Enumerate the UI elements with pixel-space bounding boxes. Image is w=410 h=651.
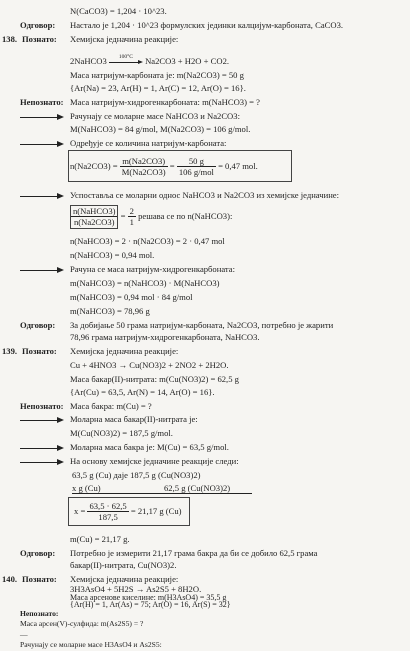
ratio-solve: решава се по n(NaHCO3): xyxy=(138,210,233,221)
step-text: Рачунају се моларне масе NaHCO3 и Na2CO3: xyxy=(70,111,240,121)
mass-given: Маса бакар(II)-нитрата: m(Cu(NO3)2) = 62,5 g xyxy=(70,374,239,384)
step-text: Моларна маса бакар(II)-нитрата је: xyxy=(70,414,198,424)
calc-line: n(NaHCO3) = 2 · n(Na2CO3) = 2 · 0,47 mol xyxy=(70,236,225,246)
n-line: N(CaCO3) = 1,204 · 10^23. xyxy=(70,6,167,16)
x-result: = 21,17 g (Cu) xyxy=(130,505,182,516)
formula-left: n(Na2CO3) = xyxy=(70,160,118,171)
known-intro: Хемијска једначина реакције: xyxy=(70,34,179,44)
answer-text: 78,96 грама натријум-хидрогенкарбоната, NaHCO3. xyxy=(70,332,260,342)
proportion-left: x g (Cu) xyxy=(72,483,101,493)
amount-formula: n(Na2CO3) = $\frac{m(Na2CO3)}{M(Na2CO3)}$ = $\frac{50 g}{\text{106 g/mol}}$ = 0,47 mol. xyxy=(70,156,258,178)
ratio-fraction: $\frac{\text{n(NaHCO3)}}{n(Na2CO3)}$ xyxy=(70,205,118,229)
reaction-equation: 3H3AsO4 + 5H2S → As2S5 + 8H2O. xyxy=(70,584,202,594)
known-intro: Хемијска једначина реакције: xyxy=(70,346,179,356)
step-values: M(Cu(NO3)2) = 187,5 g/mol. xyxy=(70,428,173,438)
reaction-equation xyxy=(70,56,229,67)
fraction: $\frac{63,5 \cdot 62,5}{187,5}$ xyxy=(89,501,127,523)
proportion-right: 62,5 g (Cu(NO3)2) xyxy=(164,483,231,493)
proportion-line: 63,5 g (Cu) даје 187,5 g (Cu(NO3)2) xyxy=(72,470,201,480)
proportion-line-2 xyxy=(72,483,252,494)
x-formula xyxy=(74,501,182,523)
atomic-masses: {Ar(H) = 1, Ar(As) = 75; Ar(O) = 16, Ar(S) = 32} xyxy=(70,600,231,609)
calc-line: n(NaHCO3) = 0,94 mol. xyxy=(70,250,155,260)
answer-label: Одговор: xyxy=(20,548,56,558)
result-line: m(Cu) = 21,17 g. xyxy=(70,534,130,544)
step-arrow-1 xyxy=(20,111,64,121)
fraction: $\frac{50 g}{\text{106 g/mol}}$ xyxy=(178,156,214,178)
step-text: Рачунају се моларне масе H3AsO4 и As2S5: xyxy=(20,640,162,650)
atomic-masses: {Ar(Na) = 23, Ar(H) = 1, Ar(C) = 12, Ar(O) = 16}. xyxy=(70,83,246,93)
answer-text: Потребно је измерити 21,17 грама бакра да би се добило 62,5 грама xyxy=(70,548,318,558)
known-label: Познато: xyxy=(22,574,57,584)
reaction-equation: Cu + 4HNO3 → Cu(NO3)2 + 2NO2 + 2H2O. xyxy=(70,360,229,370)
step-text: Успоставља се моларни однос NaHCO3 и Na2CO3 из хемијске једначине: xyxy=(70,190,339,200)
p140-bottom-row: Непознато: Маса арсен(V)-сулфида: m(As2S5) = ? — Рачунају се моларне масе H3AsO4 и As2S5: xyxy=(20,609,162,650)
step-arrow-2 xyxy=(20,442,64,452)
step-arrow-3 xyxy=(20,456,64,466)
unknown-label: Непознато: xyxy=(20,97,64,107)
step-arrow-1 xyxy=(20,414,64,424)
problem-number: 140. xyxy=(2,574,18,584)
reaction-condition: 100°C xyxy=(118,54,133,61)
mass-given: Маса арсенове киселине: m(H3AsO4) = 35,5 g xyxy=(70,593,227,602)
ratio-formula: $\frac{\text{n(NaHCO3)}}{n(Na2CO3)}$ = $\frac{2}{1}$ решава се по n(NaHCO3): xyxy=(70,205,232,229)
unknown-label: Непознато: xyxy=(20,609,59,618)
arrow-icon xyxy=(20,416,64,424)
answer-text: Настало је 1,204 · 10^23 формулских јединки калцијум-карбоната, CaCO3. xyxy=(70,20,344,30)
calc-line: m(NaHCO3) = 78,96 g xyxy=(70,306,150,316)
atomic-masses: {Ar(Cu) = 63,5, Ar(N) = 14, Ar(O) = 16}. xyxy=(70,387,215,397)
step-values: M(NaHCO3) = 84 g/mol, M(Na2CO3) = 106 g/mol. xyxy=(70,124,251,134)
answer-text: бакар(II)-нитрата, Cu(NO3)2. xyxy=(70,560,177,570)
known-label: Познато: xyxy=(22,346,57,356)
x-left: x = xyxy=(74,505,86,516)
arrow-icon xyxy=(20,113,64,121)
problem-number: 138. xyxy=(2,34,18,44)
arrow-icon xyxy=(20,444,64,452)
step-text: На основу хемијске једначине реакције следи: xyxy=(70,456,239,466)
arrow-icon xyxy=(20,266,64,274)
calc-line: m(NaHCO3) = n(NaHCO3) · M(NaHCO3) xyxy=(70,278,220,288)
arrow-icon xyxy=(20,140,64,148)
arrow-icon xyxy=(20,458,64,466)
fraction: $\frac{m(Na2CO3)}{M(Na2CO3)}$ xyxy=(121,156,166,178)
ratio-value: $\frac{2}{1}$ xyxy=(129,206,134,228)
unknown-text: Маса натријум-хидрогенкарбоната: m(NaHCO3) = ? xyxy=(70,97,260,107)
step-arrow-2 xyxy=(20,138,64,148)
known-label: Познато: xyxy=(22,34,57,44)
unknown-text: Маса бакра: m(Cu) = ? xyxy=(70,401,152,411)
step-text: Моларна маса бакра је: M(Cu) = 63,5 g/mol. xyxy=(70,442,229,452)
step-text: Одређује се количина натријум-карбоната: xyxy=(70,138,227,148)
reaction-left: 2NaHCO3 xyxy=(70,56,107,66)
step-arrow-3 xyxy=(20,190,64,200)
answer-text: За добијање 50 грама натријум-карбоната, Na2CO3, потребно је жарити xyxy=(70,320,334,330)
calc-line: m(NaHCO3) = 0,94 mol · 84 g/mol xyxy=(70,292,193,302)
unknown-text: Маса арсен(V)-сулфида: m(As2S5) = ? xyxy=(20,619,144,629)
mass-given: Маса натријум-карбоната је: m(Na2CO3) = 50 g xyxy=(70,70,244,80)
formula-result: = 0,47 mol. xyxy=(218,160,258,171)
step-text: Рачуна се маса натријум-хидрогенкарбоната: xyxy=(70,264,235,274)
known-intro: Хемијска једначина реакције: xyxy=(70,574,179,584)
problem-number: 139. xyxy=(2,346,18,356)
arrow-icon xyxy=(20,192,64,200)
unknown-label: Непознато: xyxy=(20,401,64,411)
reaction-right: Na2CO3 + H2O + CO2. xyxy=(145,56,230,66)
step-arrow-4 xyxy=(20,264,64,274)
answer-label: Одговор: xyxy=(20,20,56,30)
reaction-arrow xyxy=(109,54,143,67)
answer-label: Одговор: xyxy=(20,320,56,330)
